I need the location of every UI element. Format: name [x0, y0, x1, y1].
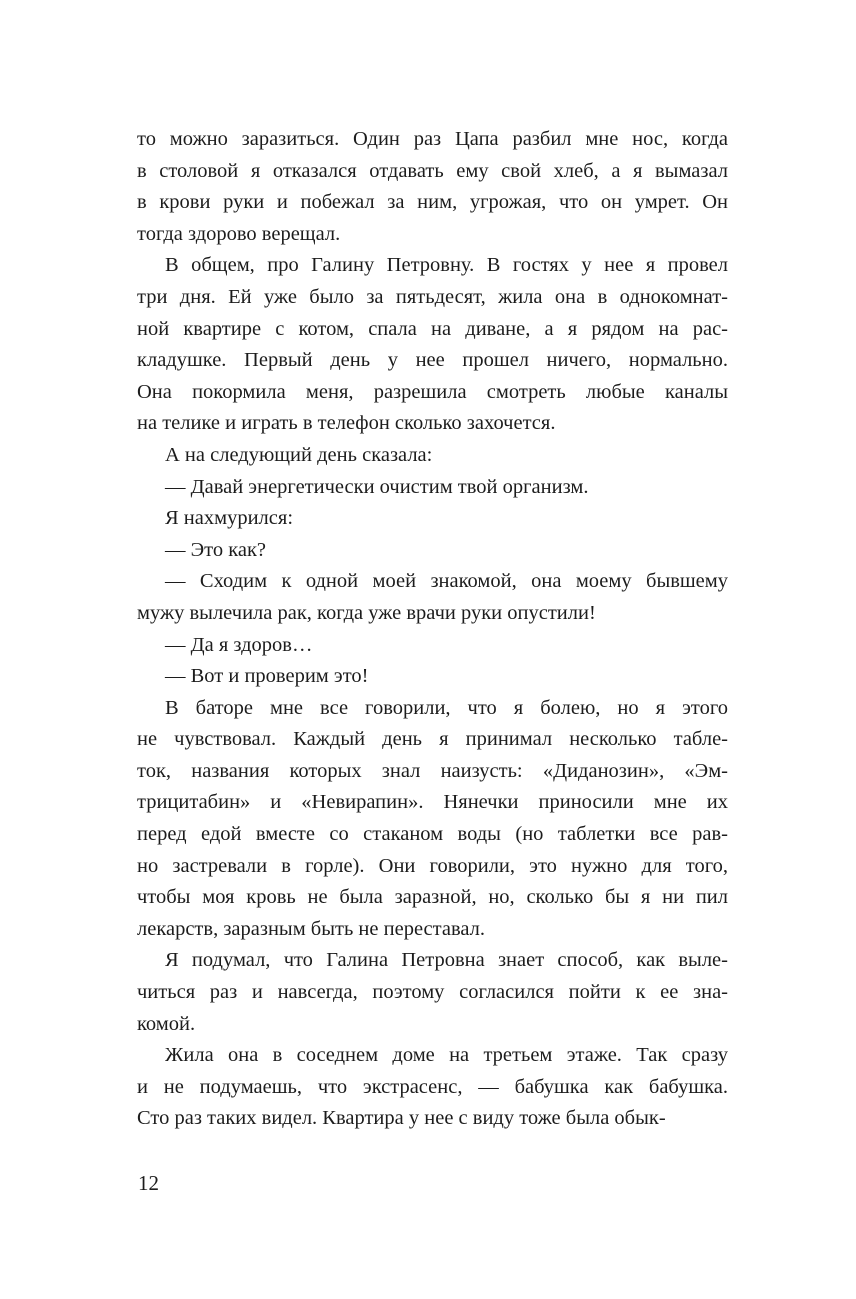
text-line: — Да я здоров… — [165, 633, 313, 656]
paragraph — [137, 1040, 728, 1135]
text-line: мужу вылечила рак, когда уже врачи руки опустили! — [137, 601, 596, 624]
text-line: ток, названия которых знал наизусть: «Диданозин», «Эм- — [137, 759, 728, 782]
text-line: читься раз и навсегда, поэтому согласился пойти к ее зна- — [137, 981, 728, 1004]
text-line: Она покормила меня, разрешила смотреть любые каналы — [137, 380, 728, 403]
paragraph — [137, 124, 728, 250]
text-line: ной квартире с котом, спала на диване, а я рядом на рас- — [137, 317, 728, 340]
text-line: — Это как? — [165, 538, 267, 561]
text-line: лекарств, заразным быть не переставал. — [137, 917, 486, 940]
text-line: Жила она в соседнем доме на третьем этаже. Так сразу — [165, 1044, 728, 1067]
paragraph — [137, 630, 728, 662]
text-line: — Давай энергетически очистим твой организм. — [165, 475, 589, 498]
text-line: и не подумаешь, что экстрасенс, — бабушка как бабушка. — [137, 1075, 728, 1098]
text-line: то можно заразиться. Один раз Цапа разбил мне нос, когда — [137, 128, 728, 150]
text-line: перед едой вместе со стаканом воды (но таблетки все рав- — [137, 823, 728, 846]
text-line: Сто раз таких видел. Квартира у нее с виду тоже была обык- — [137, 1107, 666, 1130]
paragraph — [137, 535, 728, 567]
text-line: Я нахмурился: — [165, 507, 294, 530]
text-line: А на следующий день сказала: — [165, 443, 433, 466]
text-line: Я подумал, что Галина Петровна знает способ, как выле- — [165, 949, 728, 972]
page-text — [137, 124, 728, 1135]
text-line: В баторе мне все говорили, что я болею, но я этого — [165, 696, 728, 719]
text-line: комой. — [137, 1012, 196, 1035]
text-line: В общем, про Галину Петровну. В гостях у нее я провел — [165, 254, 728, 277]
text-line: трицитабин» и «Невирапин». Нянечки приносили мне их — [137, 791, 728, 814]
text-line: тогда здорово верещал. — [137, 222, 341, 245]
text-line: — Сходим к одной моей знакомой, она моему бывшему — [165, 570, 728, 593]
text-line: в столовой я отказался отдавать ему свой хлеб, а я вымазал — [137, 159, 728, 182]
text-line: три дня. Ей уже было за пятьдесят, жила она в однокомнат- — [137, 285, 728, 308]
paragraph — [137, 661, 728, 693]
paragraph — [137, 945, 728, 1040]
text-line: на телике и играть в телефон сколько захочется. — [137, 412, 556, 435]
text-line: кладушке. Первый день у нее прошел ничего, нормально. — [137, 349, 728, 372]
text-line: чтобы моя кровь не была заразной, но, сколько бы я ни пил — [137, 886, 728, 909]
text-line: в крови руки и побежал за ним, угрожая, что он умрет. Он — [137, 191, 728, 214]
paragraph — [137, 693, 728, 946]
paragraph — [137, 503, 728, 535]
text-line: но застревали в горле). Они говорили, это нужно для того, — [137, 854, 728, 877]
paragraph — [137, 472, 728, 504]
page-number: 12 — [138, 1171, 159, 1195]
paragraph — [137, 250, 728, 440]
paragraph — [137, 566, 728, 629]
text-line: не чувствовал. Каждый день я принимал несколько табле- — [137, 728, 728, 751]
paragraph — [137, 440, 728, 472]
text-line: — Вот и проверим это! — [165, 665, 369, 688]
